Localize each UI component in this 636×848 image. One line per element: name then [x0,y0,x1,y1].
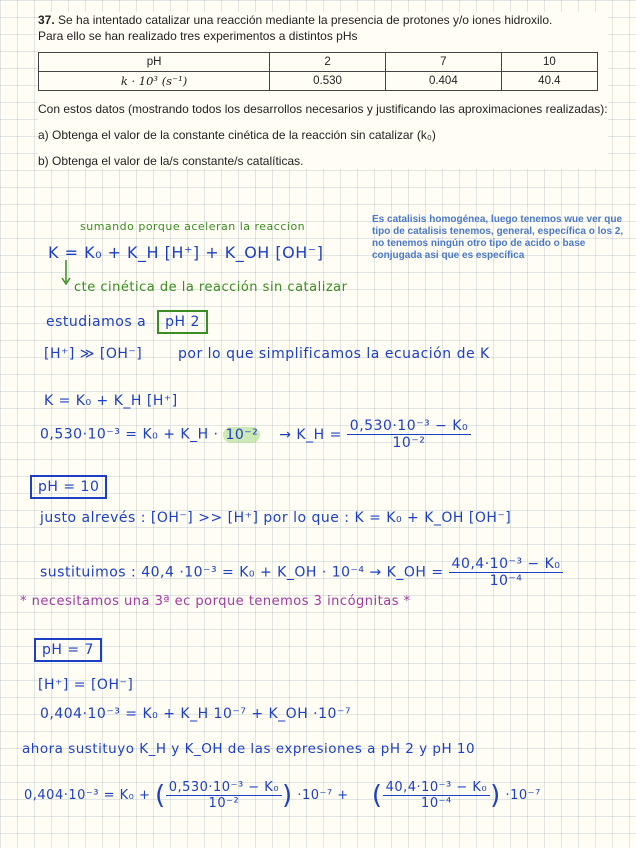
table-row [39,53,598,72]
ph2-condition: [H⁺] ≫ [OH⁻] [44,346,143,362]
equation-ph7: 0,404·10⁻³ = K₀ + K_H 10⁻⁷ + K_OH ·10⁻⁷ [40,706,351,722]
substitute-text: ahora sustituyo K_H y K_OH de las expresiones a pH 2 y pH 10 [22,741,476,757]
fraction: $\frac{\text{0,530·10⁻³ − K₀}}{\text{10⁻²}}$ [166,780,282,811]
instructions: Con estos datos (mostrando todos los desarrollos necesarios y justificando las aproximaciones realizadas): [38,102,608,116]
data-table [38,52,598,91]
problem-intro-1: 37. Se ha intentado catalizar una reacción mediante la presencia de protones y/o iones hidroxilo. [38,13,553,27]
equation-final: 0,404·10⁻³ = K₀ + ( $\frac{\text{0,530·10⁻³ − K₀}}{\text{10⁻²}}$ ) ·10⁻⁷ + ( $\frac{\text{40,4·10⁻³ − K₀}}{\text{10⁻⁴}}$ ) ·10⁻⁷ [24,780,541,811]
table-cell: 10 [501,53,597,72]
highlight-mark: 10⁻² [225,426,259,443]
annotation-k0: cte cinética de la reacción sin catalizar [74,280,348,295]
ph2-simplify-text: por lo que simplificamos la ecuación de K [178,346,490,362]
ph10-box: pH = 10 [30,475,107,499]
table-row-head: k · 10³ (s⁻¹) [39,72,270,91]
typed-note: Es catalisis homogénea, luego tenemos wue ver que tipo de catalisis tenemos, general, específica o los 2, no tenemos ningún otro tipo de acido o base conjugada asi que es específica [372,214,624,261]
table-cell: 40.4 [501,72,597,91]
problem-statement [38,12,608,169]
table-cell: 0.530 [270,72,386,91]
equation-ph2-numeric: 0,530·10⁻³ = K₀ + K_H · 10⁻² → K_H = $\frac{\text{0,530·10⁻³ − K₀}}{\text{10⁻²}}$ [40,418,471,451]
ph2-box: pH 2 [157,310,208,334]
table-row [39,72,598,91]
arrow-down-icon [60,260,74,286]
fraction: $\frac{\text{40,4·10⁻³ − K₀}}{\text{10⁻⁴}}$ [449,556,564,589]
ph7-condition: [H⁺] = [OH⁻] [38,677,134,693]
part-b: b) Obtenga el valor de la/s constante/s catalíticas. [38,154,304,168]
table-row-head: pH [39,53,270,72]
part-a: a) Obtenga el valor de la constante cinética de la reacción sin catalizar (k₀) [38,128,436,142]
equation-ph10: sustituimos : 40,4 ·10⁻³ = K₀ + K_OH · 10⁻⁴ → K_OH = $\frac{\text{40,4·10⁻³ − K₀}}{\text{10⁻⁴}}$ [40,556,563,589]
problem-intro-2: Para ello se han realizado tres experimentos a distintos pHs [38,29,358,43]
ph7-box: pH = 7 [34,638,102,662]
table-cell: 7 [385,53,501,72]
problem-number: 37. [38,13,55,27]
equation-general: K = K₀ + K_H [H⁺] + K_OH [OH⁻] [48,243,324,262]
fraction: $\frac{\text{40,4·10⁻³ − K₀}}{\text{10⁻⁴}}$ [383,780,491,811]
equation-ph2: K = K₀ + K_H [H⁺] [44,393,178,409]
fraction: $\frac{\text{0,530·10⁻³ − K₀}}{\text{10⁻²}}$ [347,418,471,451]
purple-note: * necesitamos una 3ª ec porque tenemos 3 incógnitas * [20,594,411,609]
table-cell: 0.404 [385,72,501,91]
table-cell: 2 [270,53,386,72]
ph10-condition: justo alrevés : [OH⁻] >> [H⁺] por lo que : K = K₀ + K_OH [OH⁻] [40,510,512,526]
annotation-sum: sumando porque aceleran la reaccion [80,220,306,233]
study-label: estudiamos a pH 2 [46,314,208,330]
